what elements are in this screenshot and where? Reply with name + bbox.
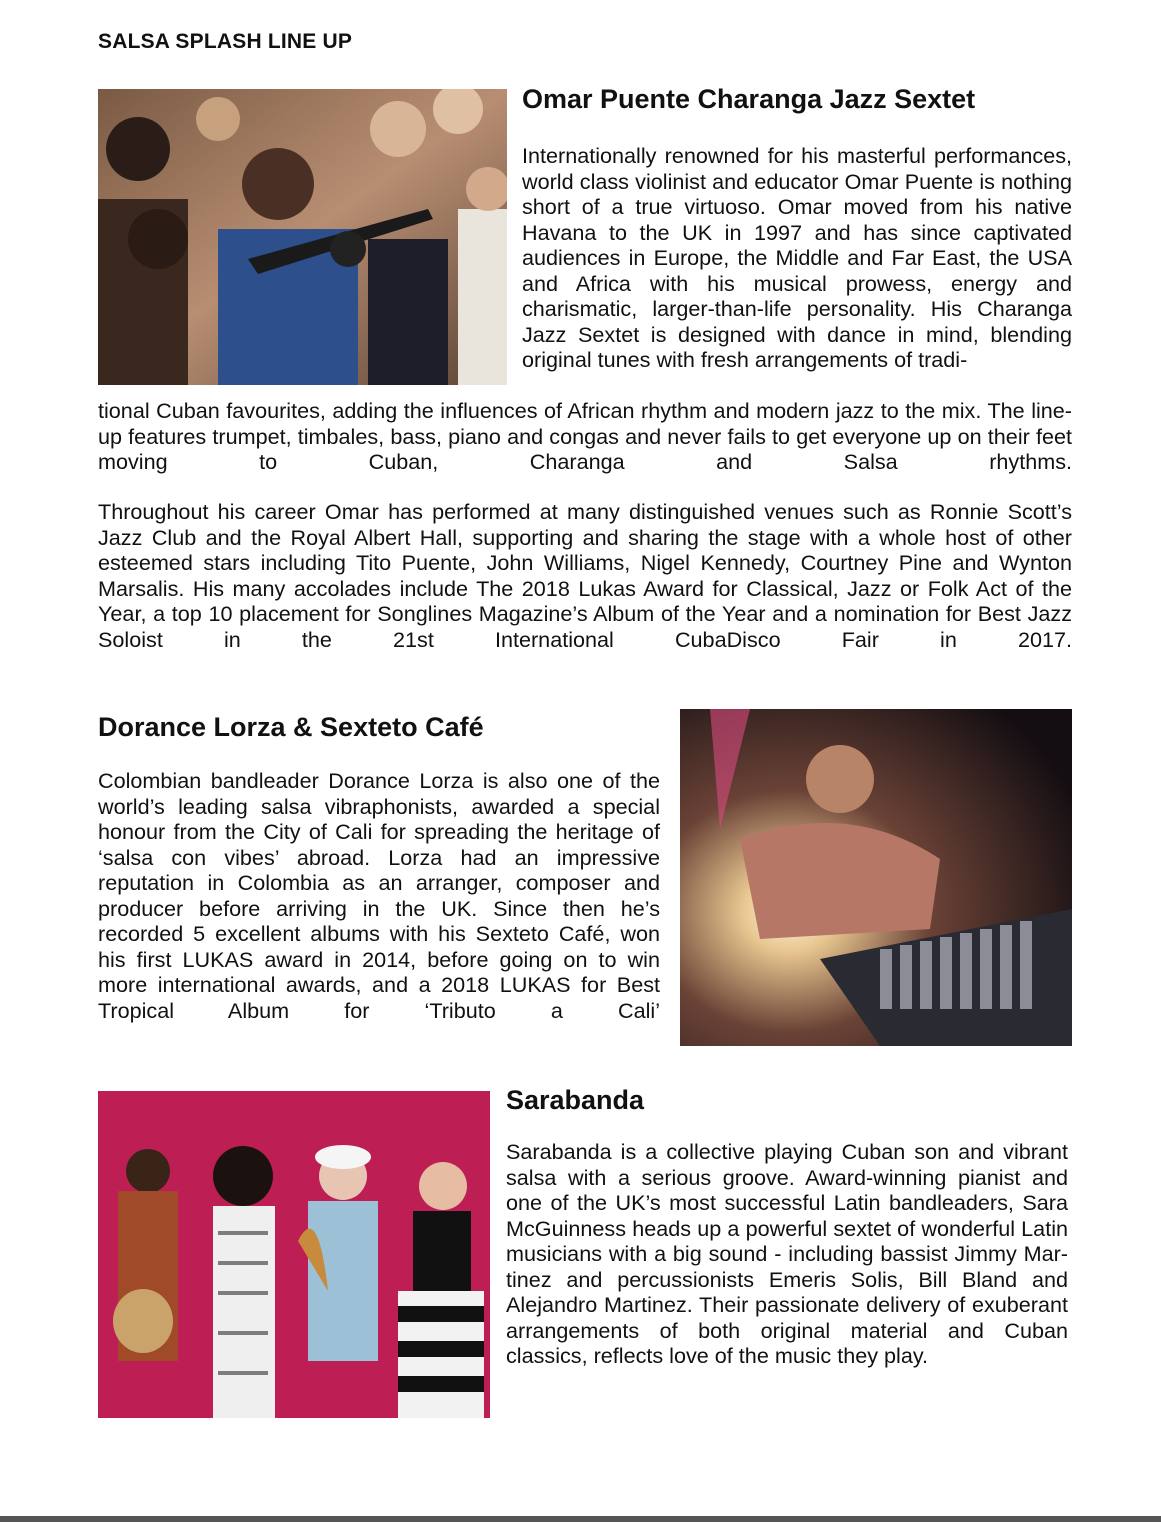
omar-puente-intro-text: Internationally renowned for his masterful performances, world class violinist and educator Omar Puente is nothing short of a true virtuoso. Omar moved from his native Havana to the UK in 1997 and has since captivated audiences in Europe, the Middle and Far East, the USA and Africa with his musical prowess, energy and charismatic, larger-than-life personality. His Charanga Jazz Sextet is designed with dance in mind, blending original tunes with fresh arrangements of tradi-	[522, 143, 1072, 372]
sarabanda-photo	[98, 1091, 490, 1418]
dorance-lorza-text: Colombian bandleader Dorance Lorza is also one of the world’s leading salsa vibraphonists, awarded a special honour from the City of Cali for spreading the heritage of ‘salsa con vibes’ abroad. Lorza had an impressive reputation in Colombia as an arranger, composer and producer before arriving in the UK. Since then he’s recorded 5 excellent albums with his Sexteto Café, won his first LUKAS award in 2014, before going on to win more international awards, and a 2018 LUKAS for Best Tropical Album for ‘Tributo a Cali’	[98, 768, 660, 1023]
dorance-lorza-photo	[680, 709, 1072, 1046]
bottom-rule	[0, 1516, 1161, 1522]
sarabanda-text: Sarabanda is a collective playing Cuban son and vibrant salsa with a serious groove. Award-winning pianist and one of the UK’s most successful Latin bandleaders, Sara McGuinness heads up a powerful sextet of wonderful Latin musicians with a big sound - including bassist Jimmy Martinez and percussionists Emeris Solis, Bill Bland and Alejandro Martinez. Their passionate delivery of exuberant arrangements of both original material and Cuban classics, reflects love of the music they play.	[506, 1139, 1068, 1368]
page-title: SALSA SPLASH LINE UP	[98, 30, 353, 53]
omar-puente-career-text: Throughout his career Omar has performed at many distinguished venues such as Ronnie Scott’s Jazz Club and the Royal Albert Hall, supporting and sharing the stage with a whole host of other esteemed stars including Tito Puente, John Williams, Nigel Kennedy, Courtney Pine and Wynton Marsalis. His many accolades include The 2018 Lukas Award for Classical, Jazz or Folk Act of the Year, a top 10 placement for Songlines Magazine’s Album of the Year and a nomination for Best Jazz Soloist in the 21st International CubaDisco Fair in 2017.	[98, 499, 1072, 652]
section-heading-sarabanda: Sarabanda	[506, 1085, 645, 1115]
section-heading-omar-puente: Omar Puente Charanga Jazz Sextet	[522, 84, 976, 114]
omar-puente-photo	[98, 89, 507, 385]
section-heading-dorance-lorza: Dorance Lorza & Sexteto Café	[98, 712, 484, 742]
omar-puente-intro-continued-text: tional Cuban favourites, adding the influences of African rhythm and modern jazz to the mix. The line-up features trumpet, timbales, bass, piano and congas and never fails to get everyone up on their feet moving to Cuban, Charanga and Salsa rhythms.	[98, 398, 1072, 474]
